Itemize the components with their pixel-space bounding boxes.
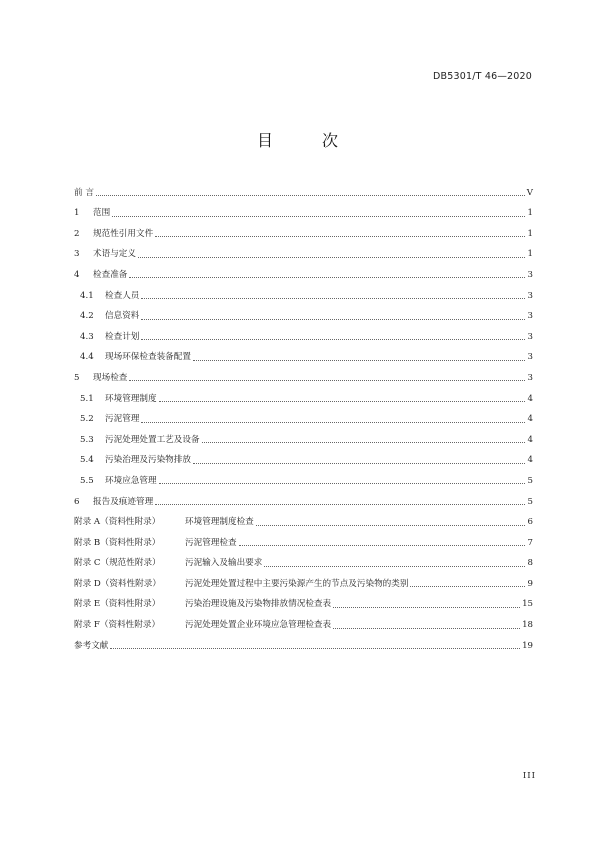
toc-entry[interactable] [74,384,533,405]
toc-entry-title: 报告及痕迹管理 [93,496,154,507]
toc-page-number: 1 [527,208,533,219]
toc-section-number: 4.1 [80,290,94,301]
toc-section-number: 2 [74,228,80,239]
dot-leader [155,236,525,237]
toc-section-number: 5 [74,372,80,383]
toc-entry-title: 污染治理设施及污染物排放情况检查表 [185,599,332,610]
toc-entry[interactable] [74,322,533,343]
toc-entry[interactable] [74,343,533,364]
toc-entry-title: 污泥处理处置企业环境应急管理检查表 [185,620,332,631]
toc-entry[interactable] [74,240,533,261]
toc-entry-title: 污泥管理检查 [185,537,237,548]
dot-leader [141,422,525,423]
toc-section-number: 5.4 [80,455,94,466]
toc-section-number: 4 [74,269,80,280]
toc-page-number: 5 [527,496,533,507]
toc-section-number: 5.3 [80,434,94,445]
toc-entry-title: 前 言 [74,187,94,198]
toc-entry[interactable] [74,363,533,384]
toc-entry-title: 参考文献 [74,640,109,651]
toc-page-number: 1 [527,249,533,260]
toc-entry-title: 环境应急管理 [105,475,157,486]
dot-leader [110,648,520,649]
toc-appendix-label: 附录 F（资料性附录） [74,620,161,631]
toc-entry[interactable] [74,281,533,302]
dot-leader [193,360,525,361]
toc-section-number: 3 [74,249,80,260]
toc-page-number: 9 [527,578,533,589]
dot-leader [202,442,525,443]
toc-appendix-label: 附录 A（资料性附录） [74,517,161,528]
toc-entry-title: 现场检查 [93,372,128,383]
toc-entry-title: 环境管理制度 [105,393,157,404]
dot-leader [159,401,525,402]
toc-page-number: 3 [527,290,533,301]
toc-page-number: 19 [522,640,533,651]
toc-page-number: 3 [527,352,533,363]
toc-entry[interactable] [74,466,533,487]
toc-entry[interactable] [74,508,533,529]
toc-page-number: 4 [527,414,533,425]
toc-page-number: 8 [527,558,533,569]
toc-entry-title: 检查准备 [93,269,128,280]
toc-page-number: 5 [527,475,533,486]
dot-leader [239,545,525,546]
toc-section-number: 1 [74,208,80,219]
toc-entry-title: 范围 [93,208,111,219]
dot-leader [264,566,525,567]
dot-leader [138,257,525,258]
toc-page-number: 3 [527,331,533,342]
toc-entry-title: 检查计划 [105,331,140,342]
toc-page-number: 18 [522,620,533,631]
toc-section-number: 4.3 [80,331,94,342]
toc-page-number: 4 [527,393,533,404]
dot-leader [155,504,525,505]
toc-entry[interactable] [74,487,533,508]
toc-appendix-label: 附录 E（资料性附录） [74,599,161,610]
toc-entry[interactable] [74,446,533,467]
dot-leader [96,195,525,196]
toc-page-number: 6 [527,517,533,528]
toc-appendix-label: 附录 B（资料性附录） [74,537,161,548]
toc-entry-title: 规范性引用文件 [93,228,154,239]
toc-page-number: V [526,187,533,198]
toc-entry-title: 污泥管理 [105,414,140,425]
table-of-contents [74,178,533,652]
toc-section-number: 6 [74,496,80,507]
dot-leader [256,525,525,526]
toc-page-number: 1 [527,228,533,239]
toc-appendix-label: 附录 C（规范性附录） [74,558,161,569]
toc-section-number: 4.4 [80,352,94,363]
toc-page-number: 3 [527,372,533,383]
toc-entry-title: 信息资料 [105,311,140,322]
toc-entry[interactable] [74,590,533,611]
page-number: III [522,771,536,781]
dot-leader [112,216,525,217]
toc-section-number: 5.1 [80,393,94,404]
dot-leader [193,463,525,464]
document-id: DB5301/T 46—2020 [433,71,532,82]
toc-entry[interactable] [74,219,533,240]
toc-page-number: 4 [527,455,533,466]
toc-entry-title: 术语与定义 [93,249,136,260]
toc-entry-title: 检查人员 [105,290,140,301]
toc-entry[interactable] [74,178,533,199]
toc-page-number: 7 [527,537,533,548]
dot-leader [129,380,525,381]
toc-entry[interactable] [74,260,533,281]
dot-leader [141,319,525,320]
dot-leader [141,339,525,340]
toc-entry-title: 污泥处理处置过程中主要污染源产生的节点及污染物的类别 [185,578,409,589]
toc-entry-title: 现场环保检查装备配置 [105,352,191,363]
toc-section-number: 5.5 [80,475,94,486]
dot-leader [141,298,525,299]
toc-page-number: 3 [527,311,533,322]
toc-entry[interactable] [74,528,533,549]
toc-entry[interactable] [74,631,533,652]
toc-entry-title: 污泥处理处置工艺及设备 [105,434,200,445]
toc-entry[interactable] [74,302,533,323]
toc-page-number: 3 [527,269,533,280]
toc-entry[interactable] [74,405,533,426]
toc-entry[interactable] [74,610,533,631]
toc-entry-title: 环境管理制度检查 [185,517,254,528]
toc-entry[interactable] [74,199,533,220]
toc-entry-title: 污染治理及污染物排放 [105,455,191,466]
dot-leader [129,277,525,278]
dot-leader [333,628,520,629]
dot-leader [333,607,520,608]
toc-entry-title: 污泥输入及输出要求 [185,558,263,569]
dot-leader [159,483,525,484]
toc-section-number: 5.2 [80,414,94,425]
dot-leader [410,586,525,587]
page-title: 目 次 [256,131,361,150]
toc-entry[interactable] [74,569,533,590]
toc-appendix-label: 附录 D（资料性附录） [74,578,161,589]
toc-entry[interactable] [74,425,533,446]
toc-section-number: 4.2 [80,311,94,322]
toc-page-number: 4 [527,434,533,445]
toc-page-number: 15 [522,599,533,610]
toc-entry[interactable] [74,549,533,570]
